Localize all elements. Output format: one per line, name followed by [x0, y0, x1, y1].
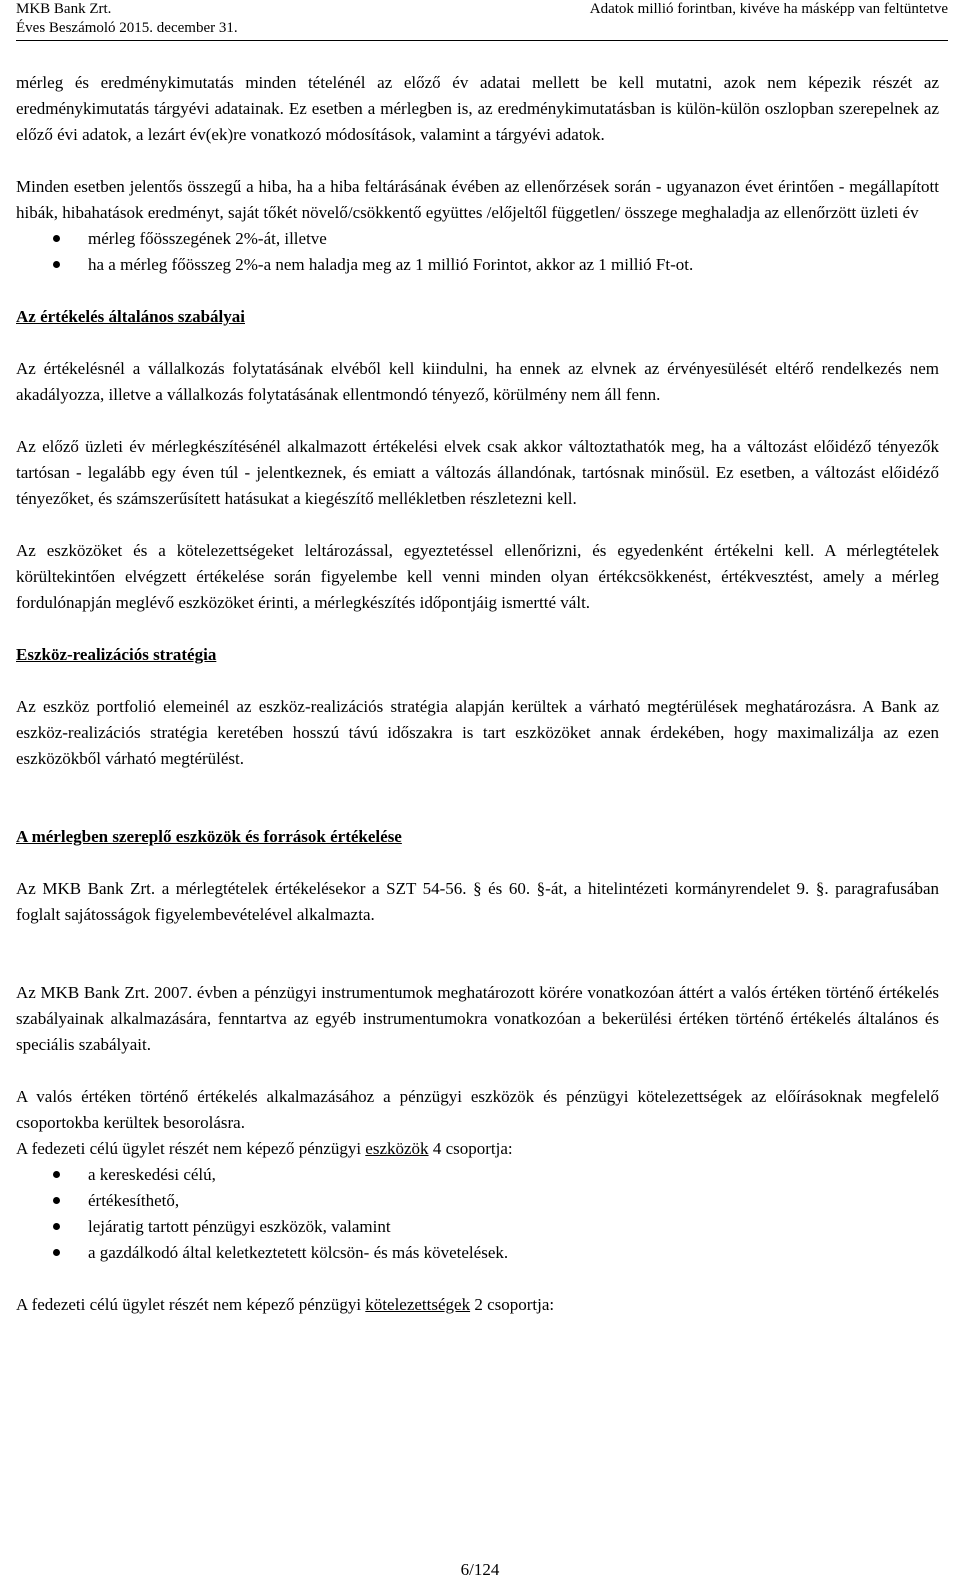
- paragraph-10-text-before: A fedezeti célú ügylet részét nem képező pénzügyi: [16, 1139, 366, 1158]
- list-item: a kereskedési célú,: [16, 1162, 939, 1188]
- paragraph-4: Az előző üzleti év mérlegkészítésénél alkalmazott értékelési elvek csak akkor változtathatók meg, ha a változást előidéző tényezők tartósan - legalább egy éven túl - jelentkeznek, és emiatt a változás állandónak, tartósnak minősül. Ez esetben, a változást előidéző tényezőket, és számszerűsített hatásukat a kiegészítő mellékletben részletezni kell.: [16, 437, 939, 508]
- paragraph-7: Az MKB Bank Zrt. a mérlegtételek értékelésekor a SZT 54-56. § és 60. §-át, a hitelintézeti kormányrendelet 9. §. paragrafusában foglalt sajátosságok figyelembevételével alkalmazta.: [16, 879, 939, 924]
- list-item: a gazdálkodó által keletkeztetett kölcsön- és más követelések.: [16, 1240, 939, 1266]
- list-item: ha a mérleg főösszeg 2%-a nem haladja meg az 1 millió Forintot, akkor az 1 millió Ft-ot.: [16, 252, 939, 278]
- paragraph-8: Az MKB Bank Zrt. 2007. évben a pénzügyi instrumentumok meghatározott körére vonatkozóan áttért a valós értéken történő értékelés szabályainak alkalmazására, fenntartva az egyéb instrumentumokra vonatkozóan a bekerülési értéken történő értékelés általános és speciális szabályait.: [16, 983, 939, 1054]
- paragraph-5: Az eszközöket és a kötelezettségeket leltározással, egyeztetéssel ellenőrizni, és egyedenként értékelni kell. A mérlegtételek körültekintően elvégzett értékelése során figyelembe kell venni minden olyan értékcsökkenést, értékvesztést, amely a mérleg fordulónapján meglévő eszközöket érinti, a mérlegkészítés időpontjáig ismertté vált.: [16, 541, 939, 612]
- paragraph-11-text-after: 2 csoportja:: [470, 1295, 555, 1314]
- header-units-note: Adatok millió forintban, kivéve ha másképp van feltüntetve: [589, 1, 948, 17]
- heading-valuation: A mérlegben szereplő eszközök és források értékelése: [16, 827, 402, 846]
- heading-general-rules: Az értékelés általános szabályai: [16, 307, 245, 326]
- paragraph-10-underlined: eszközök: [365, 1139, 429, 1158]
- paragraph-3: Az értékelésnél a vállalkozás folytatásának elvéből kell kiindulni, ha ennek az elvnek az érvényesülését eltérő rendelkezés nem akadályozza, illetve a vállalkozás folytatásának ellentmondó tényező, körülmény nem áll fenn.: [16, 359, 939, 404]
- paragraph-1: mérleg és eredménykimutatás minden tételénél az előző év adatai mellett be kell mutatni, azok nem képezik részét az eredménykimutatás tárgyévi adatainak. Ez esetben a mérlegben is, az eredménykimutatásban is külön-külön oszlopban szerepelnek az előző évi adatok, a lezárt év(ek)re vonatkozó módosítások, valamint a tárgyévi adatok.: [16, 73, 939, 144]
- list-item: mérleg főösszegének 2%-át, illetve: [16, 226, 939, 252]
- list-item: értékesíthető,: [16, 1188, 939, 1214]
- paragraph-9: A valós értéken történő értékelés alkalmazásához a pénzügyi eszközök és pénzügyi kötelezettségek az előírásoknak megfelelő csoportokba kerültek besorolásra.: [16, 1087, 939, 1132]
- paragraph-11-text-before: A fedezeti célú ügylet részét nem képező pénzügyi: [16, 1295, 366, 1314]
- header-left: [16, 0, 238, 38]
- list-item: lejáratig tartott pénzügyi eszközök, valamint: [16, 1214, 939, 1240]
- paragraph-10: [16, 1136, 939, 1162]
- paragraph-11: [16, 1292, 939, 1318]
- header-report-title: Éves Beszámoló 2015. december 31.: [16, 20, 238, 36]
- paragraph-6: Az eszköz portfolió elemeinél az eszköz-realizációs stratégia alapján kerültek a várható megtérülések meghatározásra. A Bank az eszköz-realizációs stratégia keretében hosszú távú időszakra is tart eszközöket annak érdekében, hogy maximalizálja az ezen eszközökből várható megtérülést.: [16, 697, 939, 768]
- heading-asset-realization: Eszköz-realizációs stratégia: [16, 645, 217, 664]
- document-body: [16, 70, 939, 1318]
- paragraph-2: Minden esetben jelentős összegű a hiba, ha a hiba feltárásának évében az ellenőrzések során - ugyanazon évet érintően - megállapított hibák, hibahatások eredményt, saját tőkét növelő/csökkentő együttes /előjeltől független/ összege meghaladja az ellenőrzött üzleti év: [16, 177, 939, 222]
- paragraph-11-underlined: kötelezettségek: [365, 1295, 471, 1314]
- asset-groups-list: [16, 1162, 939, 1266]
- page-header: [16, 0, 948, 41]
- page-number: 6/124: [460, 1560, 500, 1579]
- threshold-list: [16, 226, 939, 278]
- paragraph-10-text-after: 4 csoportja:: [428, 1139, 513, 1158]
- header-company: MKB Bank Zrt.: [16, 1, 112, 17]
